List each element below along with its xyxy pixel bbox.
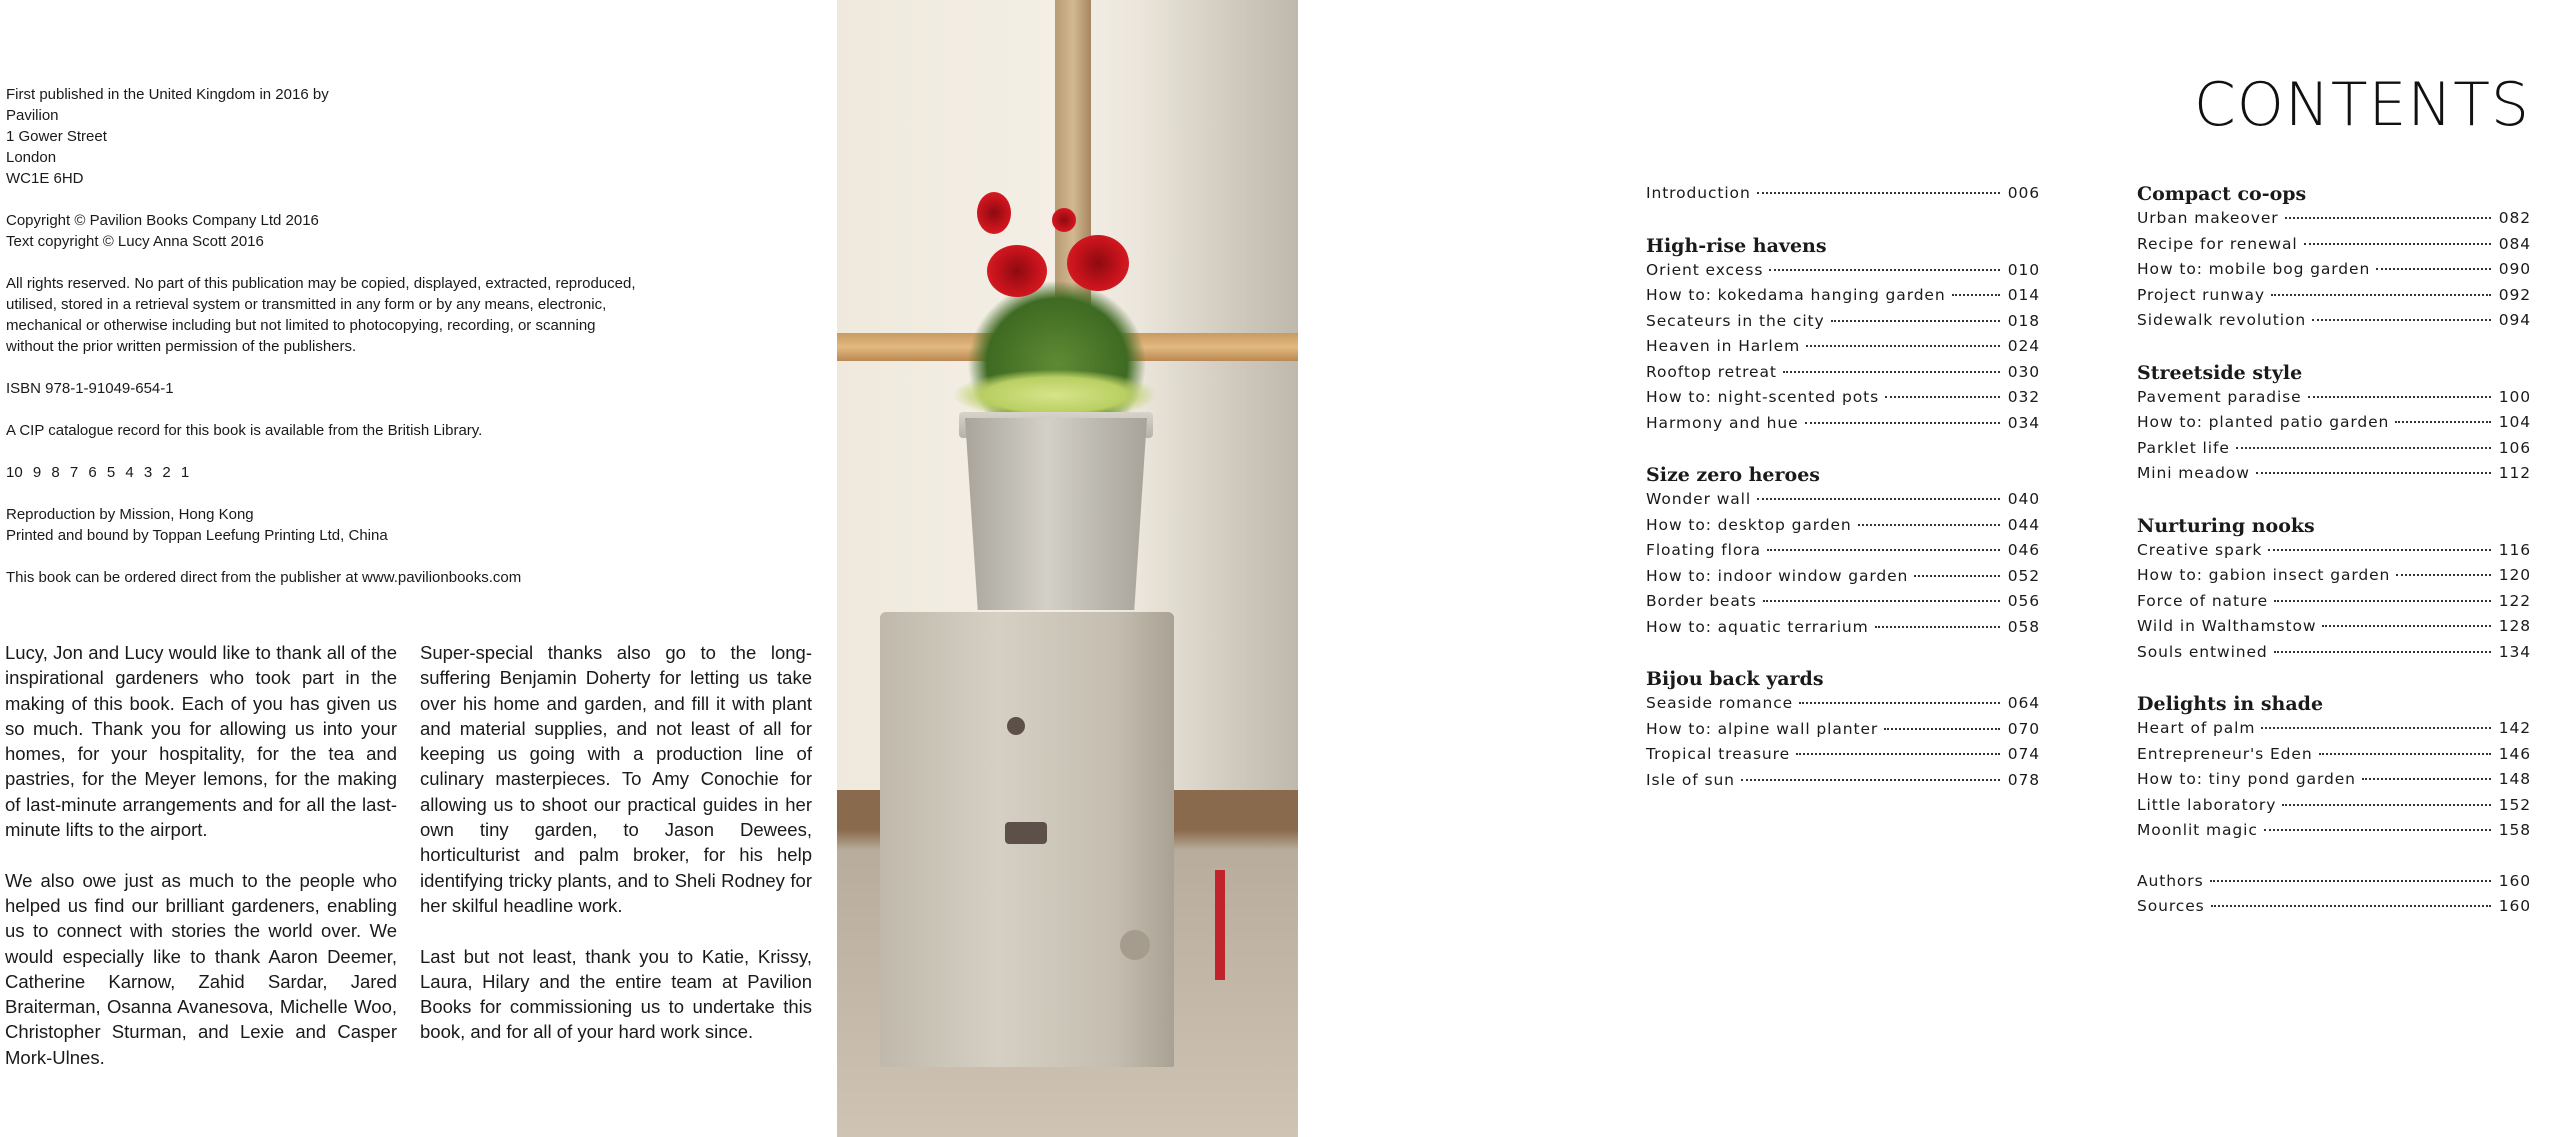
toc-entry[interactable] — [1646, 385, 2040, 411]
toc-entry-page: 100 — [2498, 387, 2531, 406]
toc-section — [2137, 869, 2531, 920]
dot-leader — [2282, 804, 2490, 806]
toc-entry-title: Entrepreneur's Eden — [2137, 744, 2313, 763]
dot-leader — [2274, 600, 2491, 602]
toc-entry-title: How to: planted patio garden — [2137, 413, 2390, 431]
toc-entry[interactable] — [2137, 232, 2531, 258]
toc-entry-page: 106 — [2498, 438, 2531, 457]
toc-entry[interactable] — [1646, 589, 2040, 615]
toc-entry[interactable] — [2137, 589, 2531, 615]
toc-entry-title: Urban makeover — [2137, 209, 2279, 227]
toc-entry[interactable] — [2137, 257, 2531, 283]
toc-entry[interactable] — [1646, 742, 2040, 768]
toc-entry-page: 044 — [2007, 515, 2040, 534]
dot-leader — [1884, 728, 2000, 730]
toc-entry[interactable] — [1646, 538, 2040, 564]
dot-leader — [1757, 192, 2000, 194]
toc-entry-page: 024 — [2007, 337, 2040, 355]
toc-entry[interactable] — [1646, 615, 2040, 641]
dot-leader — [1757, 498, 2000, 500]
toc-entry[interactable] — [2137, 206, 2531, 232]
copyright-line: Text copyright © Lucy Anna Scott 2016 — [6, 233, 264, 250]
toc-entry-title: Recipe for renewal — [2137, 234, 2298, 253]
production-line: Reproduction by Mission, Hong Kong — [6, 506, 254, 523]
toc-entry-page: 158 — [2498, 821, 2531, 839]
dot-leader — [1806, 345, 2000, 347]
toc-entry-title: How to: aquatic terrarium — [1646, 617, 1869, 636]
toc-entry-page: 078 — [2007, 770, 2040, 789]
toc-entry-title: How to: indoor window garden — [1646, 566, 1909, 585]
dot-leader — [2285, 217, 2491, 219]
toc-entry-page: 040 — [2007, 490, 2040, 508]
publisher-line: First published in the United Kingdom in 2016 by — [6, 86, 329, 103]
toc-entry-title: Seaside romance — [1646, 694, 1794, 712]
red-paint-mark — [1215, 870, 1225, 980]
toc-entry-title: How to: desktop garden — [1646, 515, 1852, 534]
toc-entry-page: 160 — [2498, 871, 2531, 890]
toc-section-heading: Delights in shade — [2137, 693, 2324, 715]
dot-leader — [2274, 651, 2491, 653]
acknowledgement-paragraph: Last but not least, thank you to Katie, Krissy, Laura, Hilary and the entire team at Pavilion Books for commissioning us to undertake this book, and for all of your hard work since. — [420, 945, 812, 1043]
acknowledgements-column-2 — [420, 640, 812, 1070]
toc-entry[interactable] — [2137, 461, 2531, 487]
toc-entry-page: 112 — [2498, 464, 2531, 482]
dot-leader — [1769, 269, 1999, 271]
dot-leader — [2261, 727, 2490, 729]
toc-entry[interactable] — [1646, 513, 2040, 539]
dot-leader — [1783, 371, 2000, 373]
toc-entry-page: 142 — [2498, 719, 2531, 737]
toc-entry-page: 104 — [2498, 413, 2531, 431]
contents-title: CONTENTS — [2193, 70, 2530, 140]
toc-entry[interactable] — [1646, 691, 2040, 717]
toc-entry[interactable] — [2137, 818, 2531, 844]
dot-leader — [2271, 294, 2491, 296]
toc-entry-page: 034 — [2007, 413, 2040, 432]
toc-entry[interactable] — [2137, 767, 2531, 793]
publisher-line: London — [6, 149, 57, 166]
toc-entry-page: 094 — [2498, 311, 2531, 329]
toc-entry-page: 074 — [2007, 745, 2040, 763]
dot-leader — [2236, 447, 2491, 449]
toc-section-heading: Nurturing nooks — [2137, 514, 2315, 537]
toc-entry[interactable] — [1646, 283, 2040, 309]
copyright-line: Copyright © Pavilion Books Company Ltd 2016 — [6, 212, 319, 229]
dot-leader — [1805, 422, 2000, 424]
printing-line: 10 9 8 7 6 5 4 3 2 1 — [6, 464, 190, 481]
dot-leader — [1767, 549, 2000, 551]
toc-section — [1646, 181, 2040, 207]
dot-leader — [2304, 243, 2491, 245]
dot-leader — [2264, 829, 2491, 831]
toc-section — [2137, 512, 2531, 666]
dot-leader — [2312, 319, 2491, 321]
toc-entry-title: Border beats — [1646, 592, 1757, 610]
red-dahlia — [977, 192, 1011, 234]
flower-pot-photo — [837, 0, 1298, 1137]
dot-leader — [2396, 574, 2490, 576]
toc-entry-title: Sidewalk revolution — [2137, 311, 2307, 329]
toc-entry-page: 046 — [2007, 541, 2040, 559]
acknowledgement-paragraph: We also owe just as much to the people who helped us find our brilliant gardeners, enabling us to connect with stories the world over. We would especially like to thank Aaron Deemer, Catherine Karnow, Zahid Sardar, Jared Braiterman, Osanna Avanesova, Michelle Woo, Christopher Sturman, and Lexie and Casper Mork-Ulnes. — [5, 869, 397, 1068]
toc-entry[interactable] — [1646, 334, 2040, 360]
toc-entry-title: Creative spark — [2137, 540, 2263, 559]
toc-entry[interactable] — [1646, 717, 2040, 743]
toc-section — [2137, 180, 2531, 334]
dot-leader — [2308, 396, 2491, 398]
toc-entry-page: 032 — [2007, 388, 2040, 406]
toc-entry[interactable] — [1646, 360, 2040, 386]
toc-section — [2137, 690, 2531, 844]
toc-section — [1646, 461, 2040, 640]
toc-entry[interactable] — [2137, 283, 2531, 309]
dot-leader — [1831, 320, 2000, 322]
toc-entry-page: 152 — [2498, 795, 2531, 814]
publisher-address — [6, 84, 646, 189]
toc-section-heading: Size zero heroes — [1646, 464, 1820, 486]
block-hole — [1120, 930, 1150, 960]
toc-entry-title: Pavement paradise — [2137, 387, 2302, 406]
toc-entry-page: 134 — [2498, 642, 2531, 661]
toc-entry-page: 148 — [2498, 770, 2531, 788]
toc-entry-page: 146 — [2498, 744, 2531, 763]
dot-leader — [1796, 753, 2000, 755]
toc-entry-page: 064 — [2007, 694, 2040, 712]
toc-entry-title: Heaven in Harlem — [1646, 337, 1801, 355]
toc-entry[interactable] — [2137, 410, 2531, 436]
toc-entry-title: Force of nature — [2137, 591, 2269, 610]
toc-entry-page: 058 — [2007, 617, 2040, 636]
toc-entry-page: 082 — [2498, 209, 2531, 227]
toc-entry[interactable] — [2137, 716, 2531, 742]
concrete-block — [880, 612, 1174, 1067]
toc-entry[interactable] — [2137, 869, 2531, 895]
toc-entry-title: Secateurs in the city — [1646, 311, 1825, 330]
dot-leader — [2268, 549, 2490, 551]
toc-entry-title: Project runway — [2137, 285, 2265, 304]
dot-leader — [2362, 778, 2491, 780]
publisher-line: 1 Gower Street — [6, 128, 107, 145]
toc-entry[interactable] — [1646, 258, 2040, 284]
toc-entry-page: 006 — [2007, 184, 2040, 202]
dot-leader — [2322, 625, 2490, 627]
toc-entry-title: Tropical treasure — [1646, 745, 1791, 763]
toc-entry[interactable] — [1646, 487, 2040, 513]
toc-section — [1646, 232, 2040, 437]
toc-entry-title: Wild in Walthamstow — [2137, 617, 2317, 635]
dot-leader — [2211, 905, 2491, 907]
red-dahlia — [1067, 235, 1129, 291]
block-hole — [1007, 717, 1025, 735]
toc-entry-page: 056 — [2007, 592, 2040, 610]
block-hole — [1005, 822, 1047, 844]
toc-entry-title: Rooftop retreat — [1646, 362, 1777, 381]
order-notice: This book can be ordered direct from the publisher at www.pavilionbooks.com — [6, 569, 522, 586]
toc-entry-page: 128 — [2498, 617, 2531, 635]
toc-entry[interactable] — [2137, 563, 2531, 589]
toc-entry[interactable] — [2137, 308, 2531, 334]
red-dahlia — [1052, 208, 1076, 232]
acknowledgements-column-1 — [5, 640, 397, 1095]
toc-entry-title: How to: mobile bog garden — [2137, 260, 2371, 278]
toc-entry-title: Harmony and hue — [1646, 413, 1799, 432]
production-line: Printed and bound by Toppan Leefung Printing Ltd, China — [6, 527, 388, 544]
rights-notice: All rights reserved. No part of this publication may be copied, displayed, extracted, reproduced, utilised, stored in a retrieval system or transmitted in any form or by any means, electronic, mechanical or otherwise including but not limited to photocopying, recording, or scanning without the prior written permission of the publishers. — [6, 275, 636, 355]
toc-section-heading: Bijou back yards — [1646, 668, 1824, 690]
toc-entry-page: 120 — [2498, 566, 2531, 584]
toc-entry-page: 018 — [2007, 311, 2040, 330]
toc-entry[interactable] — [2137, 894, 2531, 920]
toc-entry-title: Mini meadow — [2137, 464, 2250, 482]
toc-column-left — [1646, 181, 2040, 818]
toc-entry-title: Heart of palm — [2137, 719, 2256, 737]
toc-entry-title: Sources — [2137, 897, 2205, 915]
toc-entry-page: 070 — [2007, 719, 2040, 738]
production-credits — [6, 504, 646, 546]
toc-entry[interactable] — [1646, 768, 2040, 794]
toc-entry-title: Souls entwined — [2137, 642, 2268, 661]
toc-entry[interactable] — [1646, 309, 2040, 335]
dot-leader — [2319, 753, 2491, 755]
toc-entry-page: 030 — [2007, 362, 2040, 381]
toc-entry[interactable] — [2137, 614, 2531, 640]
toc-entry-title: Orient excess — [1646, 260, 1764, 279]
toc-section-heading: Streetside style — [2137, 361, 2303, 384]
dot-leader — [2395, 421, 2490, 423]
copyright-notice — [6, 210, 646, 252]
dot-leader — [2376, 268, 2491, 270]
toc-entry-title: Wonder wall — [1646, 490, 1752, 508]
acknowledgement-paragraph: Lucy, Jon and Lucy would like to thank all of the inspirational gardeners who took part in the making of this book. Each of you has given us so much. Thank you for allowing us into your homes, for your hospitality, for the tea and pastries, for the Meyer lemons, for the making of last-minute arrangements and for all the last-minute lifts to the airport. — [5, 642, 397, 841]
imprint-page — [6, 84, 646, 609]
toc-entry-title: How to: tiny pond garden — [2137, 770, 2356, 788]
toc-entry[interactable] — [1646, 411, 2040, 437]
dot-leader — [2256, 472, 2491, 474]
acknowledgement-paragraph: Super-special thanks also go to the long-suffering Benjamin Doherty for letting us take over his home and garden, and fill it with plant and material supplies, and not least of all for keeping us going with a production line of culinary masterpieces. To Amy Conochie for allowing us to shoot our practical guides in her own tiny garden, to Jason Dewees, horticulturist and palm broker, for his help identifying tricky plants, and to Sheli Rodney for her skilful headline work. — [420, 642, 812, 916]
metal-pot — [965, 418, 1147, 610]
toc-entry-page: 084 — [2498, 234, 2531, 253]
dot-leader — [1741, 779, 2000, 781]
toc-entry-title: How to: alpine wall planter — [1646, 719, 1879, 738]
dot-leader — [1952, 294, 2000, 296]
toc-entry-title: How to: night-scented pots — [1646, 388, 1880, 406]
red-dahlia — [987, 245, 1047, 297]
dot-leader — [1914, 575, 1999, 577]
publisher-line: Pavilion — [6, 107, 59, 124]
toc-column-right — [2137, 180, 2531, 945]
toc-section-heading: High-rise havens — [1646, 234, 1827, 257]
toc-entry-title: Floating flora — [1646, 541, 1761, 559]
toc-entry[interactable] — [2137, 385, 2531, 411]
toc-entry-title: Isle of sun — [1646, 770, 1735, 789]
toc-entry-page: 014 — [2007, 286, 2040, 304]
isbn: ISBN 978-1-91049-654-1 — [6, 380, 174, 397]
toc-section-heading: Compact co-ops — [2137, 183, 2307, 205]
toc-entry-page: 116 — [2498, 540, 2531, 559]
toc-entry[interactable] — [1646, 181, 2040, 207]
toc-entry[interactable] — [2137, 538, 2531, 564]
toc-entry[interactable] — [1646, 564, 2040, 590]
toc-entry-page: 010 — [2007, 260, 2040, 279]
dot-leader — [1875, 626, 2000, 628]
dot-leader — [1858, 524, 2000, 526]
toc-entry-page: 052 — [2007, 566, 2040, 585]
dot-leader — [2210, 880, 2491, 882]
toc-entry[interactable] — [2137, 793, 2531, 819]
dot-leader — [1763, 600, 2000, 602]
toc-entry-page: 160 — [2498, 897, 2531, 915]
dot-leader — [1885, 396, 2000, 398]
toc-entry-page: 092 — [2498, 285, 2531, 304]
toc-entry-title: Little laboratory — [2137, 795, 2277, 814]
toc-entry-title: How to: gabion insect garden — [2137, 566, 2391, 584]
toc-entry-title: Parklet life — [2137, 438, 2230, 457]
toc-entry-title: How to: kokedama hanging garden — [1646, 286, 1946, 304]
dot-leader — [1799, 702, 2000, 704]
cip-notice: A CIP catalogue record for this book is available from the British Library. — [6, 422, 483, 439]
publisher-line: WC1E 6HD — [6, 170, 84, 187]
toc-entry-title: Authors — [2137, 871, 2204, 890]
toc-entry-page: 090 — [2498, 260, 2531, 278]
toc-entry[interactable] — [2137, 436, 2531, 462]
toc-entry[interactable] — [2137, 742, 2531, 768]
toc-entry-title: Introduction — [1646, 184, 1751, 202]
toc-section — [1646, 665, 2040, 793]
toc-entry[interactable] — [2137, 640, 2531, 666]
toc-entry-title: Moonlit magic — [2137, 821, 2258, 839]
toc-entry-page: 122 — [2498, 591, 2531, 610]
toc-section — [2137, 359, 2531, 487]
